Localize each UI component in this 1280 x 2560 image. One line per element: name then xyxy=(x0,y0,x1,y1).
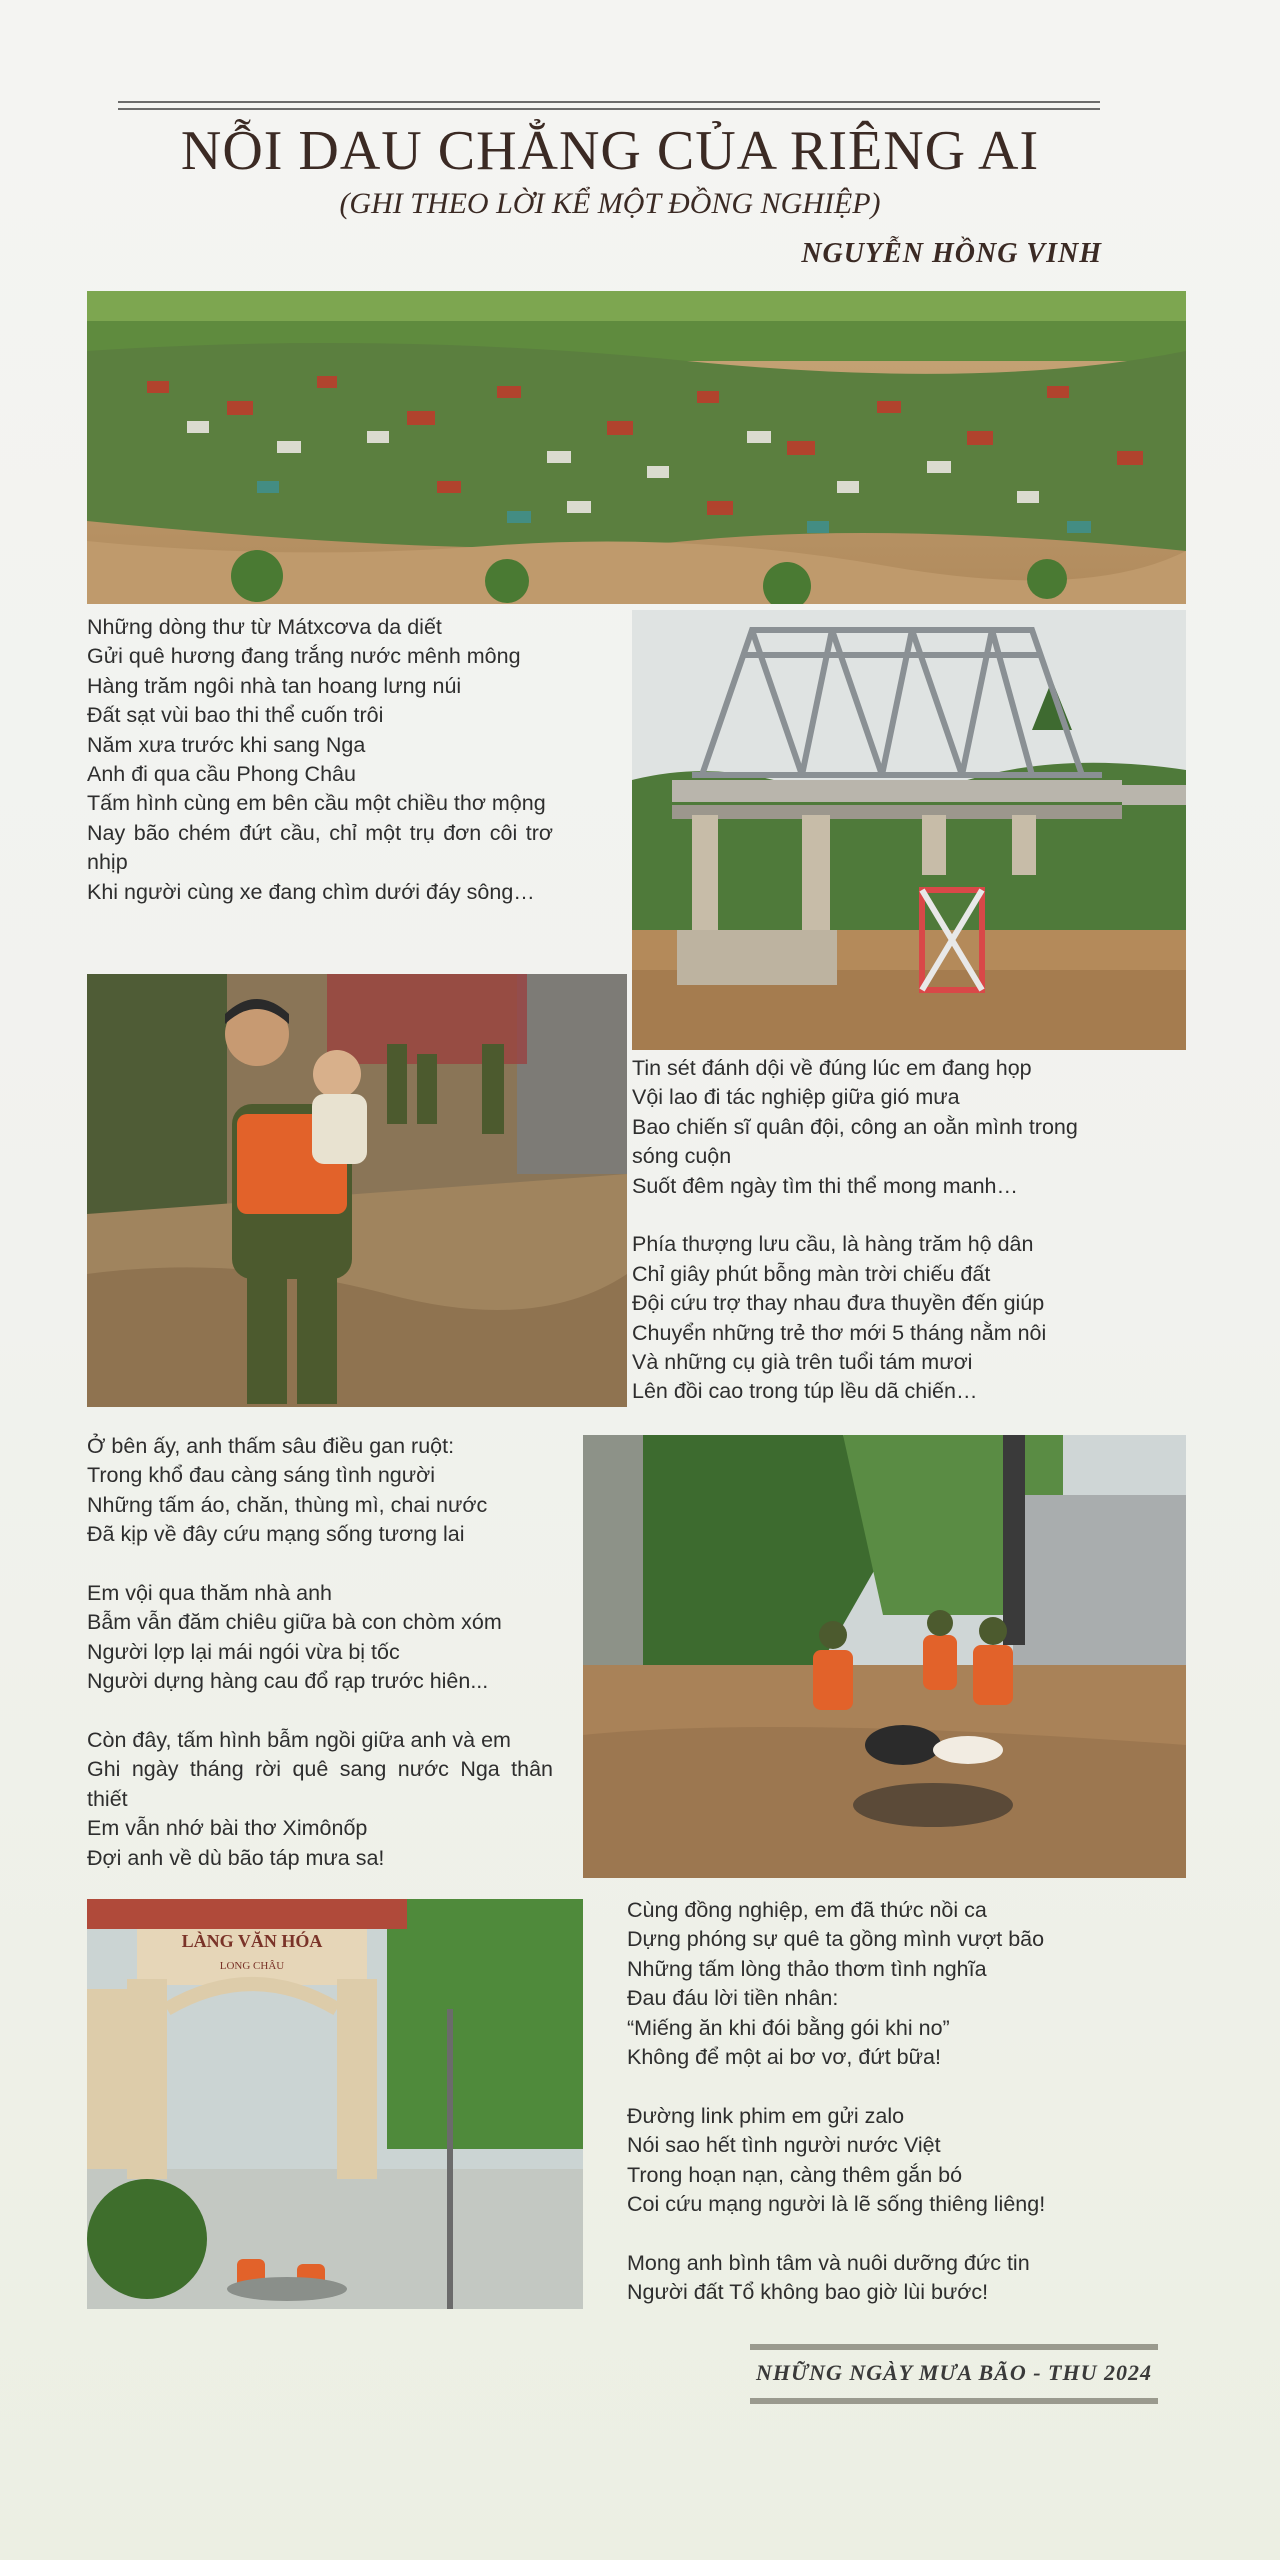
stanza-line: Đau đáu lời tiền nhân: xyxy=(627,1986,839,2011)
stanza-line: Chỉ giây phút bỗng màn trời chiếu đất xyxy=(632,1261,991,1286)
broken-bridge-photo xyxy=(632,610,1186,1050)
stanza-line: Người lợp lại mái ngói vừa bị tốc xyxy=(87,1639,400,1664)
stanza-line: Cùng đồng nghiệp, em đã thức nồi ca xyxy=(627,1898,987,1922)
stanza-line: “Miếng ăn khi đói bằng gói khi no” xyxy=(627,2015,950,2040)
stanza-line: Trong hoạn nạn, càng thêm gắn bó xyxy=(627,2162,963,2187)
stanza-line: Em vội qua thăm nhà anh xyxy=(87,1581,333,1606)
poem-subtitle: (GHI THEO LỜI KỂ MỘT ĐỒNG NGHIỆP) xyxy=(339,187,881,220)
stanza-line: Ở bên ấy, anh thấm sâu điều gan ruột: xyxy=(87,1434,455,1458)
stanza-line: Anh đi qua cầu Phong Châu xyxy=(87,762,356,787)
stanza-line: Đất sạt vùi bao thi thể cuốn trôi xyxy=(87,703,384,728)
stanza-line: Tin sét đánh dội về đúng lúc em đang họp xyxy=(632,1056,1032,1080)
stanza-line: Phía thượng lưu cầu, là hàng trăm hộ dân xyxy=(632,1232,1034,1257)
poem-author: NGUYỄN HỒNG VINH xyxy=(801,238,1102,269)
stanza-line: Những dòng thư từ Mátxcơva da diết xyxy=(87,615,442,639)
stanza-line: Vội lao đi tác nghiệp giữa gió mưa xyxy=(632,1085,960,1110)
village-gate-photo xyxy=(87,1899,583,2309)
boat-rescue-photo xyxy=(583,1435,1186,1878)
gate-sign-sub: LONG CHÂU xyxy=(219,1960,285,1972)
stanza-line: Ghi ngày tháng rời quê sang nước Nga thân thiết xyxy=(87,1757,553,1811)
stanza-line: Bẫm vẫn đăm chiêu giữa bà con chòm xóm xyxy=(87,1610,502,1635)
aerial-flood-photo xyxy=(87,291,1186,604)
stanza-line: Hàng trăm ngôi nhà tan hoang lưng núi xyxy=(87,673,462,698)
stanza-line: Em vẫn nhớ bài thơ Ximônốp xyxy=(87,1816,368,1841)
stanza-1 xyxy=(87,613,553,907)
stanza-line: Không để một ai bơ vơ, đứt bữa! xyxy=(627,2045,941,2070)
top-rule-2 xyxy=(118,108,1100,110)
stanza-line: Người đất Tổ không bao giờ lùi bước! xyxy=(627,2280,989,2305)
stanza-line: Khi người cùng xe đang chìm dưới đáy sông… xyxy=(87,879,535,904)
footer-caption: NHỮNG NGÀY MƯA BÃO - THU 2024 xyxy=(750,2344,1158,2404)
stanza-line: Còn đây, tấm hình bẫm ngồi giữa anh và em xyxy=(87,1728,511,1753)
stanza-line: Đường link phim em gửi zalo xyxy=(627,2103,905,2128)
stanza-line: Người dựng hàng cau đổ rạp trước hiên... xyxy=(87,1669,489,1694)
stanza-line: Trong khổ đau càng sáng tình người xyxy=(87,1463,436,1488)
rescue-officer-photo xyxy=(87,974,627,1407)
top-rule-1 xyxy=(118,101,1100,103)
stanza-3 xyxy=(87,1432,553,1873)
stanza-line: Đợi anh về dù bão táp mưa sa! xyxy=(87,1845,385,1870)
stanza-line: Bao chiến sĩ quân đội, công an oằn mình trong sóng cuộn xyxy=(632,1114,1078,1169)
stanza-line: Những tấm lòng thảo thơm tình nghĩa xyxy=(627,1956,987,1981)
stanza-line: Dựng phóng sự quê ta gồng mình vượt bão xyxy=(627,1927,1045,1952)
stanza-2 xyxy=(632,1054,1186,1407)
stanza-line: Nay bão chém đứt cầu, chỉ một trụ đơn côi trơ nhịp xyxy=(87,820,553,875)
stanza-line: Lên đồi cao trong túp lều dã chiến… xyxy=(632,1379,978,1404)
stanza-line: Gửi quê hương đang trắng nước mênh mông xyxy=(87,644,521,669)
stanza-line: Tấm hình cùng em bên cầu một chiều thơ mộng xyxy=(87,791,546,816)
stanza-line: Đã kịp về đây cứu mạng sống tương lai xyxy=(87,1522,465,1547)
gate-sign: LÀNG VĂN HÓA xyxy=(181,1931,323,1951)
stanza-line: Đội cứu trợ thay nhau đưa thuyền đến giúp xyxy=(632,1291,1045,1316)
stanza-line: Coi cứu mạng người là lẽ sống thiêng liêng! xyxy=(627,2192,1046,2217)
stanza-line: Nói sao hết tình người nước Việt xyxy=(627,2133,941,2158)
stanza-line: Năm xưa trước khi sang Nga xyxy=(87,732,366,757)
stanza-line: Chuyển những trẻ thơ mới 5 tháng nằm nôi xyxy=(632,1320,1047,1345)
poem-title: NỖI DAU CHẲNG CỦA RIÊNG AI xyxy=(180,120,1040,182)
stanza-line: Những tấm áo, chăn, thùng mì, chai nước xyxy=(87,1492,488,1517)
stanza-line: Suốt đêm ngày tìm thi thể mong manh… xyxy=(632,1173,1019,1198)
stanza-line: Và những cụ già trên tuổi tám mươi xyxy=(632,1350,973,1375)
stanza-4 xyxy=(627,1896,1187,2308)
stanza-line: Mong anh bình tâm và nuôi dưỡng đức tin xyxy=(627,2250,1030,2275)
